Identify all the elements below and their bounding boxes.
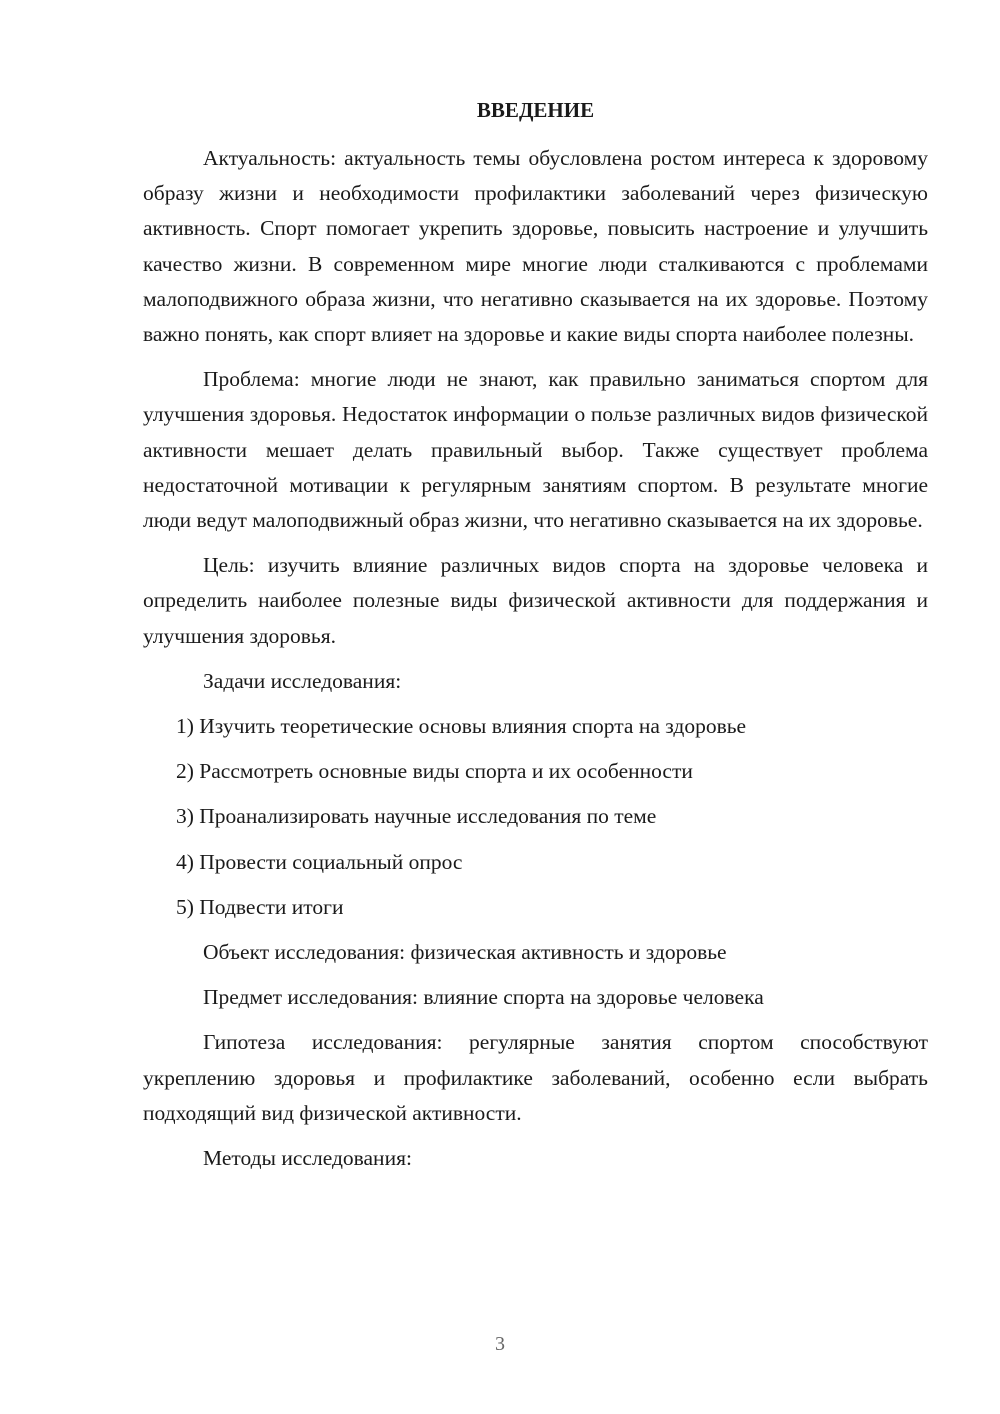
methods-title: Методы исследования: — [203, 1146, 412, 1171]
task-item: 1) Изучить теоретические основы влияния спорта на здоровье — [176, 714, 747, 739]
document-body — [143, 95, 928, 1186]
tasks-title: Задачи исследования: — [203, 668, 402, 693]
page-number: 3 — [495, 1333, 505, 1355]
task-item: 4) Провести социальный опрос — [176, 849, 463, 874]
section-heading: ВВЕДЕНИЕ — [476, 98, 595, 122]
research-object: Объект исследования: физическая активность и здоровье — [203, 940, 727, 965]
research-subject: Предмет исследования: влияние спорта на здоровье человека — [203, 985, 764, 1010]
hypothesis-paragraph: Гипотеза исследования: регулярные занятия спортом способствуют укреплению здоровья и профилактике заболеваний, особенно если выбрать подходящий вид физической активности. — [143, 1030, 928, 1125]
task-item: 2) Рассмотреть основные виды спорта и их особенности — [176, 759, 693, 784]
task-item: 5) Подвести итоги — [176, 894, 344, 919]
goal-paragraph: Цель: изучить влияние различных видов спорта на здоровье человека и определить наиболее полезные виды физической активности для поддержания и улучшения здоровья. — [143, 553, 928, 648]
task-item: 3) Проанализировать научные исследования по теме — [176, 804, 657, 829]
problem-paragraph: Проблема: многие люди не знают, как правильно заниматься спортом для улучшения здоровья. Недостаток информации о пользе различных видов физической активности мешает делать правильный выбор. Также существует проблема недостаточной мотивации к регулярным занятиям спортом. В результате многие люди ведут малоподвижный образ жизни, что негативно сказывается на их здоровье. — [143, 367, 928, 533]
relevance-paragraph: Актуальность: актуальность темы обусловлена ростом интереса к здоровому образу жизни и необходимости профилактики заболеваний через физическую активность. Спорт помогает укрепить здоровье, повысить настроение и улучшить качество жизни. В современном мире многие люди сталкиваются с проблемами малоподвижного образа жизни, что негативно сказывается на их здоровье. Поэтому важно понять, как спорт влияет на здоровье и какие виды спорта наиболее полезны. — [143, 146, 928, 347]
tasks-list — [143, 709, 928, 925]
